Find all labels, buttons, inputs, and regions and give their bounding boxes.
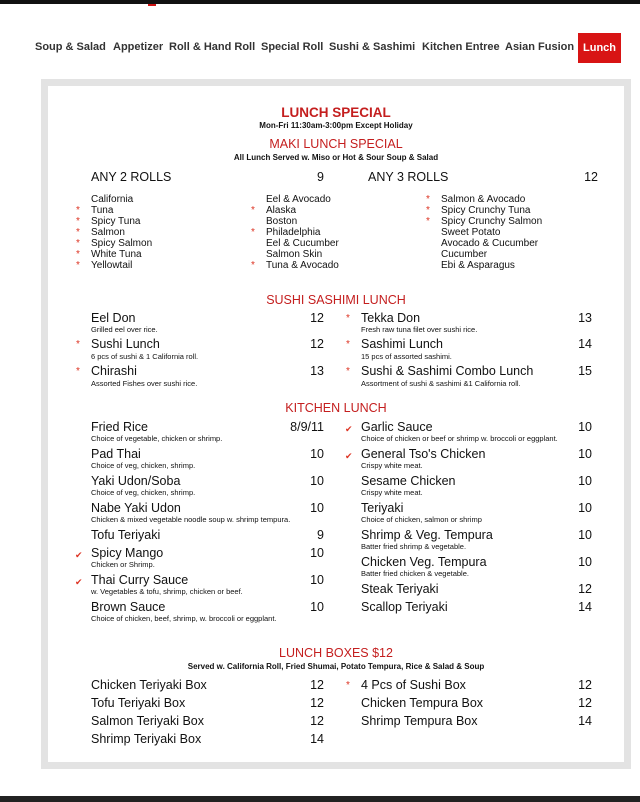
spicy-check-icon: ✔ <box>75 550 83 560</box>
spicy-star-icon: * <box>76 216 80 227</box>
spicy-star-icon: * <box>76 260 80 271</box>
roll-item: Avocado & Cucumber <box>441 238 539 249</box>
spicy-star-icon: * <box>251 205 255 216</box>
menu-item-name: Tofu Teriyaki <box>91 528 161 542</box>
any-2-rolls-label: ANY 2 ROLLS <box>91 170 172 184</box>
menu-item-name: Sushi & Sashimi Combo Lunch <box>361 364 534 378</box>
any-3-rolls-price: 12 <box>584 170 598 184</box>
spicy-star-icon: * <box>346 313 350 324</box>
roll-item: Philadelphia <box>266 227 321 238</box>
menu-item-name: Scallop Teriyaki <box>361 600 448 614</box>
menu-item-name: Tekka Don <box>361 311 421 325</box>
spicy-star-icon: * <box>76 366 80 377</box>
top-border <box>0 0 640 4</box>
menu-item-desc: Grilled eel over rice. <box>91 325 158 334</box>
menu-item-name: Teriyaki <box>361 501 404 515</box>
menu-item-price: 10 <box>310 474 324 488</box>
menu-item-name: Salmon Teriyaki Box <box>91 714 205 728</box>
menu-item-name: Brown Sauce <box>91 600 166 614</box>
roll-item: California <box>91 194 134 205</box>
menu-item-name: Sashimi Lunch <box>361 337 443 351</box>
menu-item-price: 14 <box>578 337 592 351</box>
menu-item-price: 13 <box>578 311 592 325</box>
menu-item-price: 12 <box>578 678 592 692</box>
menu-item-price: 12 <box>310 696 324 710</box>
menu-item-desc: 6 pcs of sushi & 1 California roll. <box>91 352 199 361</box>
menu-item-name: Thai Curry Sauce <box>91 573 189 587</box>
menu-item-name: Garlic Sauce <box>361 420 433 434</box>
menu-item-price: 10 <box>310 546 324 560</box>
roll-item: Alaska <box>266 205 297 216</box>
menu-item-name: Shrimp & Veg. Tempura <box>361 528 493 542</box>
nav-kitchen-entree[interactable]: Kitchen Entree <box>422 41 500 53</box>
roll-item: Salmon <box>91 227 125 238</box>
menu-item-price: 15 <box>578 364 592 378</box>
roll-item: Tuna <box>91 205 114 216</box>
roll-item: Eel & Cucumber <box>266 238 339 249</box>
roll-item: White Tuna <box>91 249 142 260</box>
roll-item: Cucumber <box>441 249 488 260</box>
menu-item-name: Nabe Yaki Udon <box>91 501 181 515</box>
menu-item-name: Sesame Chicken <box>361 474 456 488</box>
spicy-check-icon: ✔ <box>345 424 353 434</box>
menu-item-price: 13 <box>310 364 324 378</box>
menu-item-name: Chicken Tempura Box <box>361 696 484 710</box>
menu-item-price: 10 <box>310 447 324 461</box>
menu-item-desc: Choice of chicken, beef, shrimp, w. broccoli or eggplant. <box>91 614 277 623</box>
menu-item-price: 12 <box>310 678 324 692</box>
sushi-heading: SUSHI SASHIMI LUNCH <box>266 293 406 307</box>
top-accent <box>148 4 156 6</box>
boxes-note: Served w. California Roll, Fried Shumai, Potato Tempura, Rice & Salad & Soup <box>187 662 485 671</box>
menu-item-price: 9 <box>317 528 324 542</box>
menu-item-desc: 15 pcs of assorted sashimi. <box>361 352 452 361</box>
spicy-star-icon: * <box>346 366 350 377</box>
menu-item-desc: Choice of veg, chicken, shrimp. <box>91 461 196 470</box>
boxes-heading: LUNCH BOXES $12 <box>279 646 393 660</box>
roll-item: Eel & Avocado <box>266 194 331 205</box>
menu-item-price: 8/9/11 <box>290 420 324 434</box>
menu-item-name: Yaki Udon/Soba <box>91 474 181 488</box>
menu-item-price: 12 <box>310 311 324 325</box>
menu-item-price: 10 <box>310 573 324 587</box>
menu-item-price: 12 <box>578 582 592 596</box>
maki-heading: MAKI LUNCH SPECIAL <box>269 137 403 151</box>
roll-item: Salmon & Avocado <box>441 194 526 205</box>
menu-title: LUNCH SPECIAL <box>281 105 391 120</box>
roll-item: Spicy Crunchy Tuna <box>441 205 531 216</box>
maki-note: All Lunch Served w. Miso or Hot & Sour Soup & Salad <box>233 153 439 162</box>
menu-image[interactable] <box>48 86 624 762</box>
nav-lunch[interactable]: Lunch <box>578 33 621 63</box>
menu-item-price: 14 <box>310 732 324 746</box>
menu-hours: Mon-Fri 11:30am-3:00pm Except Holiday <box>259 121 413 130</box>
menu-item-price: 10 <box>578 501 592 515</box>
menu-item-name: Shrimp Teriyaki Box <box>91 732 202 746</box>
nav-soup-salad[interactable]: Soup & Salad <box>35 41 106 53</box>
menu-item-name: General Tso's Chicken <box>361 447 486 461</box>
menu-item-price: 10 <box>310 501 324 515</box>
spicy-star-icon: * <box>346 339 350 350</box>
any-3-rolls-label: ANY 3 ROLLS <box>368 170 449 184</box>
menu-item-name: Sushi Lunch <box>91 337 160 351</box>
menu-item-desc: Choice of vegetable, chicken or shrimp. <box>91 434 223 443</box>
menu-item-desc: Choice of chicken, salmon or shrimp <box>361 515 482 524</box>
menu-item-price: 10 <box>578 447 592 461</box>
spicy-star-icon: * <box>251 227 255 238</box>
menu-item-price: 12 <box>310 337 324 351</box>
menu-item-name: Chicken Teriyaki Box <box>91 678 207 692</box>
menu-item-desc: Crispy white meat. <box>361 488 423 497</box>
menu-item-name: Tofu Teriyaki Box <box>91 696 186 710</box>
menu-item-price: 12 <box>578 696 592 710</box>
menu-item-price: 10 <box>578 420 592 434</box>
menu-item-price: 12 <box>310 714 324 728</box>
menu-item-desc: Choice of veg, chicken, shrimp. <box>91 488 196 497</box>
nav-appetizer[interactable]: Appetizer <box>113 41 164 53</box>
spicy-star-icon: * <box>426 216 430 227</box>
bottom-border <box>0 796 640 802</box>
spicy-star-icon: * <box>76 227 80 238</box>
spicy-star-icon: * <box>426 205 430 216</box>
menu-item-name: Fried Rice <box>91 420 148 434</box>
spicy-star-icon: * <box>76 205 80 216</box>
menu-item-desc: Assortment of sushi & sashimi &1 California roll. <box>361 379 521 388</box>
spicy-check-icon: ✔ <box>345 451 353 461</box>
roll-item: Yellowtail <box>91 260 133 271</box>
menu-item-desc: Batter fried shrimp & vegetable. <box>361 542 467 551</box>
spicy-star-icon: * <box>346 680 350 691</box>
roll-item: Boston <box>266 216 298 227</box>
roll-item: Spicy Salmon <box>91 238 153 249</box>
roll-item: Ebi & Asparagus <box>441 260 515 271</box>
spicy-star-icon: * <box>76 339 80 350</box>
roll-item: Tuna & Avocado <box>266 260 339 271</box>
roll-item: Sweet Potato <box>441 227 501 238</box>
roll-item: Spicy Tuna <box>91 216 141 227</box>
spicy-check-icon: ✔ <box>75 577 83 587</box>
menu-item-price: 14 <box>578 600 592 614</box>
menu-item-desc: Chicken or Shrimp. <box>91 560 155 569</box>
menu-item-desc: Choice of chicken or beef or shrimp w. broccoli or eggplant. <box>361 434 558 443</box>
menu-item-desc: Assorted Fishes over sushi rice. <box>91 379 198 388</box>
menu-item-price: 10 <box>310 600 324 614</box>
spicy-star-icon: * <box>76 249 80 260</box>
roll-item: Spicy Crunchy Salmon <box>441 216 543 227</box>
menu-item-name: Spicy Mango <box>91 546 164 560</box>
menu-item-desc: w. Vegetables & tofu, shrimp, chicken or beef. <box>91 587 243 596</box>
menu-item-name: 4 Pcs of Sushi Box <box>361 678 466 692</box>
spicy-star-icon: * <box>426 194 430 205</box>
nav-special-roll[interactable]: Special Roll <box>261 41 324 53</box>
menu-item-desc: Fresh raw tuna filet over sushi rice. <box>361 325 478 334</box>
menu-item-name: Shrimp Tempura Box <box>361 714 478 728</box>
spicy-star-icon: * <box>76 238 80 249</box>
menu-item-desc: Crispy white meat. <box>361 461 423 470</box>
menu-item-name: Steak Teriyaki <box>361 582 439 596</box>
menu-item-name: Chicken Veg. Tempura <box>361 555 487 569</box>
menu-item-price: 14 <box>578 714 592 728</box>
category-nav <box>0 33 640 63</box>
nav-sushi-sashimi[interactable]: Sushi & Sashimi <box>329 41 416 53</box>
menu-item-desc: Chicken & mixed vegetable noodle soup w. shrimp tempura. <box>91 515 291 524</box>
spicy-star-icon: * <box>251 260 255 271</box>
menu-item-desc: Batter fried chicken & vegetable. <box>361 569 469 578</box>
menu-item-price: 10 <box>578 528 592 542</box>
menu-item-price: 10 <box>578 474 592 488</box>
kitchen-heading: KITCHEN LUNCH <box>285 401 387 415</box>
nav-asian-fusion[interactable]: Asian Fusion <box>505 41 575 53</box>
menu-item-name: Chirashi <box>91 364 137 378</box>
menu-item-name: Eel Don <box>91 311 136 325</box>
menu-item-name: Pad Thai <box>91 447 141 461</box>
roll-item: Salmon Skin <box>266 249 323 260</box>
menu-item-price: 10 <box>578 555 592 569</box>
any-2-rolls-price: 9 <box>317 170 324 184</box>
nav-roll-hand-roll[interactable]: Roll & Hand Roll <box>169 41 256 53</box>
